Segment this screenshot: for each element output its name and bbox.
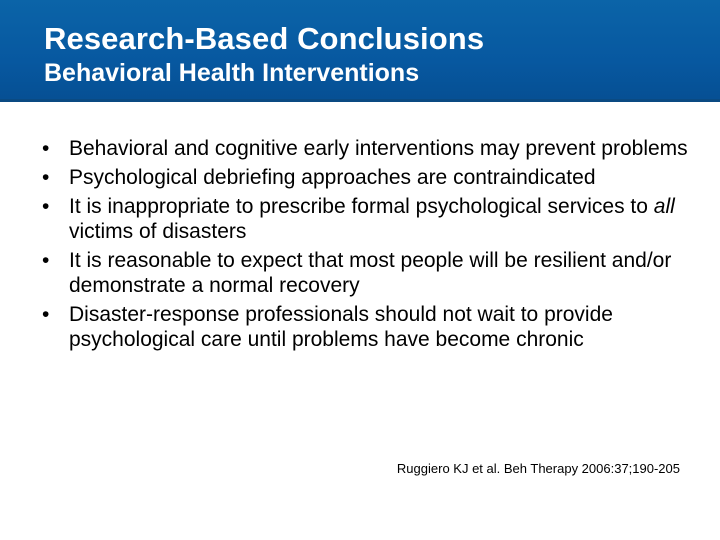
bullet-text: Psychological debriefing approaches are contraindicated bbox=[69, 166, 596, 189]
bullet-list bbox=[42, 136, 702, 356]
title-banner bbox=[0, 0, 720, 102]
slide-subtitle: Behavioral Health Interventions bbox=[44, 59, 420, 87]
bullet-marker: • bbox=[42, 303, 50, 326]
bullet-item-3 bbox=[42, 194, 702, 244]
bullet-item-1 bbox=[42, 136, 702, 161]
bullet-marker: • bbox=[42, 249, 50, 272]
bullet-item-5 bbox=[42, 302, 702, 352]
bullet-text: Behavioral and cognitive early interventions may prevent problems bbox=[69, 137, 688, 160]
bullet-text: Disaster-response professionals should not wait to provide psychological care until problems have become chronic bbox=[69, 303, 613, 351]
bullet-marker: • bbox=[42, 166, 50, 189]
bullet-marker: • bbox=[42, 137, 50, 160]
bullet-text: It is reasonable to expect that most people will be resilient and/or demonstrate a normal recovery bbox=[69, 249, 672, 297]
citation-text: Ruggiero KJ et al. Beh Therapy 2006:37;190-205 bbox=[396, 461, 680, 476]
bullet-text-before: It is inappropriate to prescribe formal psychological services to bbox=[69, 195, 654, 218]
bullet-text-emphasis: all bbox=[653, 195, 675, 218]
slide-title: Research-Based Conclusions bbox=[44, 21, 485, 56]
bullet-item-4 bbox=[42, 248, 702, 298]
bullet-text-after: victims of disasters bbox=[69, 220, 247, 243]
bullet-marker: • bbox=[42, 195, 50, 218]
bullet-item-2 bbox=[42, 165, 702, 190]
